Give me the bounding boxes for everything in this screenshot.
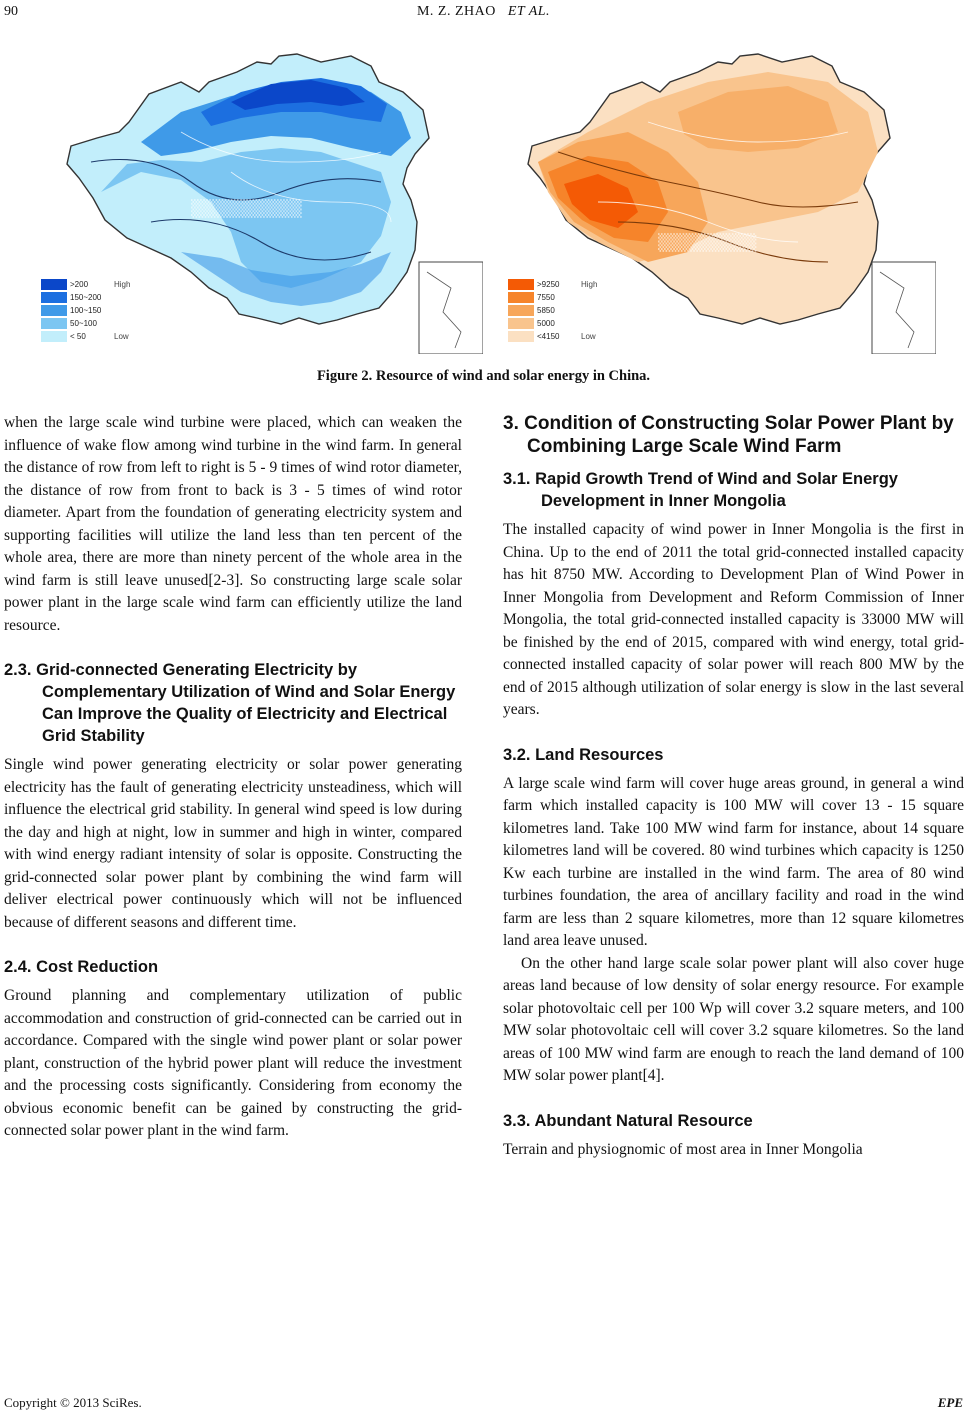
legend-note: Low <box>581 332 596 341</box>
legend-label: >200 <box>70 280 89 289</box>
wind-resource-map <box>31 52 483 354</box>
copyright-notice: Copyright © 2013 SciRes. <box>4 1395 142 1410</box>
running-title-et-al: ET AL. <box>507 4 551 19</box>
legend-item <box>508 317 607 330</box>
svg-text:▒▒▒▒▒▒▒▒: ▒▒▒▒▒▒▒▒ <box>658 233 757 252</box>
svg-text:▒▒▒▒▒▒▒▒▒: ▒▒▒▒▒▒▒▒▒ <box>191 199 302 218</box>
paragraph: Terrain and physiognomic of most area in Inner Mongolia <box>503 1140 863 1158</box>
legend-swatch <box>508 305 534 316</box>
section-heading-3-3: 3.3. Abundant Natural Resource <box>503 1111 753 1130</box>
legend-note: High <box>114 280 131 289</box>
legend-label: >9250 <box>537 280 560 289</box>
legend-swatch <box>508 331 534 342</box>
legend-label: <4150 <box>537 332 560 341</box>
wind-map-legend <box>37 275 144 346</box>
paragraph: Single wind power generating electricity or solar power generating electricity has the fault of generating electricity unsteadiness, which will influence the electrical grid stability. In general wind speed is low during the day and high at night, low in summer and high in winter, compared with wind energy radiant intensity of solar is opposite. Constructing the grid-connected solar power plant by combining the wind farm will deliver electrical power continuously which will not be influenced because of different seasons and different time. <box>4 756 462 931</box>
paragraph: Ground planning and complementary utilization of public accommodation and construction of grid-connected can be carried out in accordance. Compared with the single wind power plant or solar power plant, construction of the hybrid power plant will reduce the investment and the processing costs significantly. Considering from economy the obvious economic benefit can be gained by constructing the grid-connected solar power plant in the wind farm. <box>4 987 462 1139</box>
paragraph: A large scale wind farm will cover huge areas ground, in general a wind farm which installed capacity is 100 MW will cover 13 - 15 square kilometres land. Take 100 MW wind farm for instance, about 14 square kilometres land will be covered. 80 wind turbines which capacity is 1250 Kw each turbine are installed in the wind farm. The area of 80 wind turbines foundation, the area of ancillary facility and road in the wind farm are less than 2 square kilometres, more than 12 square kilometres land area leave unused. <box>503 774 964 949</box>
legend-note: Low <box>114 332 129 341</box>
legend-note: High <box>581 280 598 289</box>
legend-label: 5850 <box>537 306 555 315</box>
legend-swatch <box>508 292 534 303</box>
legend-item <box>508 304 607 317</box>
legend-item <box>508 291 607 304</box>
journal-abbrev: EPE <box>937 1395 963 1410</box>
running-head <box>0 4 967 24</box>
solar-resource-map <box>498 52 936 354</box>
legend-item <box>41 330 140 343</box>
right-column <box>503 412 964 1161</box>
legend-label: 50~100 <box>70 319 97 328</box>
legend-label: 5000 <box>537 319 555 328</box>
page-number: 90 <box>4 4 18 19</box>
section-heading-3-2: 3.2. Land Resources <box>503 745 664 764</box>
figure-caption: Figure 2. Resource of wind and solar energy in China. <box>316 368 651 384</box>
legend-item <box>41 304 140 317</box>
paragraph: On the other hand large scale solar power plant will also cover huge areas land because of low density of solar energy resource. For example solar photovoltaic cell per 100 Wp will cover 3.2 square meters, and 100 MW solar photovoltaic cell will cover 3.2 square kilometres. So the land areas of 100 MW wind farm are enough to reach the land demand of 100 MW solar power plant[4]. <box>503 954 964 1084</box>
legend-label: 7550 <box>537 293 555 302</box>
section-heading-2-4: 2.4. Cost Reduction <box>4 958 159 976</box>
section-heading-3: 3. Condition of Constructing Solar Power Plant by Combining Large Scale Wind Farm <box>503 413 954 457</box>
left-column <box>4 412 462 1143</box>
legend-item <box>508 330 607 343</box>
legend-swatch <box>41 292 67 303</box>
legend-swatch <box>41 279 67 290</box>
legend-label: < 50 <box>70 332 86 341</box>
legend-swatch <box>508 318 534 329</box>
legend-label: 150~200 <box>70 293 102 302</box>
legend-item <box>41 291 140 304</box>
legend-swatch <box>41 318 67 329</box>
legend-swatch <box>41 331 67 342</box>
paragraph: The installed capacity of wind power in Inner Mongolia is the first in China. Up to the end of 2011 the total grid-connected installed capacity has hit 8750 MW. According to Development Plan of Wind Power in Inner Mongolia from Development and Reform Commission of Inner Mongolia, the total grid-connected installed capacity is 33000 MW will be finished by the end of 2015, compared with wind energy, total grid-connected installed capacity of solar power will reach 800 MW by the end of 2015 although utilization of solar energy is slow in the last several years. <box>503 521 964 718</box>
legend-label: 100~150 <box>70 306 102 315</box>
figure-2 <box>31 52 936 354</box>
legend-swatch <box>41 305 67 316</box>
running-title <box>0 4 967 20</box>
running-title-authors: M. Z. ZHAO <box>416 4 496 19</box>
legend-item <box>41 317 140 330</box>
legend-item <box>508 278 607 291</box>
solar-map-legend <box>504 275 611 346</box>
legend-item <box>41 278 140 291</box>
section-heading-2-3: 2.3. Grid-connected Generating Electricity by Complementary Utilization of Wind and Solar Energy Can Improve the Quality of Electricity and Electrical Grid Stability <box>4 661 456 745</box>
paragraph: when the large scale wind turbine were placed, which can weaken the influence of wake flow among wind turbine in the wind farm. In general the distance of row from left to right is 5 - 9 times of wind rotor diameter, the distance of row from front to back is 3 - 5 times of wind rotor diameter. Apart from the foundation of generating electricity system and supporting facilities will utilize the land less than ten percent of the whole area, there are more than ninety percent of the whole area in the wind farm is still leave unused[2-3]. So constructing large scale solar power plant in the large scale wind farm can efficiently utilize the land resource. <box>4 414 462 634</box>
section-heading-3-1: 3.1. Rapid Growth Trend of Wind and Solar Energy Development in Inner Mongolia <box>503 470 898 510</box>
legend-swatch <box>508 279 534 290</box>
